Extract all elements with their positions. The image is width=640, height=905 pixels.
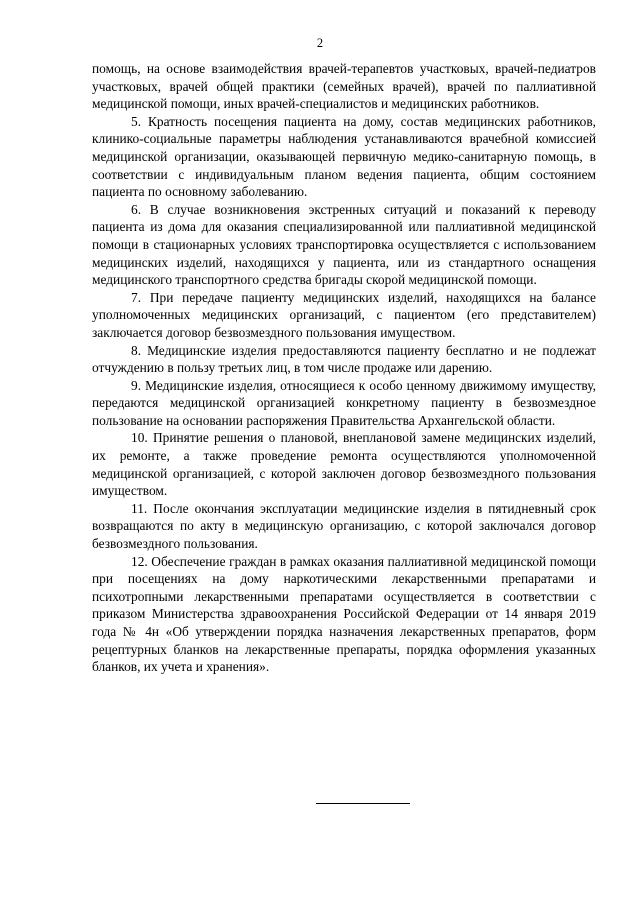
- end-of-document-rule: [316, 803, 410, 804]
- page-number: 2: [316, 36, 324, 50]
- paragraph-item-6: 6. В случае возникновения экстренных ситуаций и показаний к переводу пациента из дома для оказания специализированной или паллиативной медицинской помощи в стационарных условиях транспортировка осуществляется с использованием медицинских изделий, находящихся у пациента, или из стандартного оснащения медицинского транспортного средства бригады скорой медицинской помощи.: [92, 201, 596, 288]
- document-body: [92, 60, 596, 676]
- paragraph-item-7: 7. При передаче пациенту медицинских изделий, находящихся на балансе уполномоченных медицинских организаций, с пациентом (его представителем) заключается договор безвозмездного пользования имуществом.: [92, 289, 596, 340]
- paragraph-continuation: помощь, на основе взаимодействия врачей-терапевтов участковых, врачей-педиатров участковых, врачей общей практики (семейных врачей), врачей по паллиативной медицинской помощи, иных врачей-специалистов и медицинских работников.: [92, 61, 596, 112]
- paragraph-item-5: 5. Кратность посещения пациента на дому, состав медицинских работников, клинико-социальные параметры наблюдения устанавливаются врачебной комиссией медицинской организации, оказывающей первичную медико-санитарную помощь, в соответствии с индивидуальным планом ведения пациента, общим состоянием пациента по основному заболеванию.: [92, 113, 596, 200]
- paragraph-item-8: 8. Медицинские изделия предоставляются пациенту бесплатно и не подлежат отчуждению в пользу третьих лиц, в том числе продаже или дарению.: [92, 342, 596, 376]
- paragraph-item-10: 10. Принятие решения о плановой, внеплановой замене медицинских изделий, их ремонте, а также проведение ремонта осуществляются уполномоченной медицинской организацией, с которой заключен договор безвозмездного пользования имуществом.: [92, 430, 596, 499]
- paragraph-item-9: 9. Медицинские изделия, относящиеся к особо ценному движимому имуществу, передаются медицинской организацией конкретному пациенту в безвозмездное пользование на основании распоряжения Правительства Архангельской области.: [92, 377, 596, 428]
- paragraph-item-12: 12. Обеспечение граждан в рамках оказания паллиативной медицинской помощи при посещениях на дому наркотическими лекарственными препаратами и психотропными лекарственными препаратами осуществляется в соответствии с приказом Министерства здравоохранения Российской Федерации от 14 января 2019 года № 4н «Об утверждении порядка назначения лекарственных препаратов, форм рецептурных бланков на лекарственные препараты, порядка оформления указанных бланков, их учета и хранения».: [92, 553, 596, 675]
- paragraph-item-11: 11. После окончания эксплуатации медицинские изделия в пятидневный срок возвращаются по акту в медицинскую организацию, с которой заключался договор безвозмездного пользования.: [92, 500, 596, 552]
